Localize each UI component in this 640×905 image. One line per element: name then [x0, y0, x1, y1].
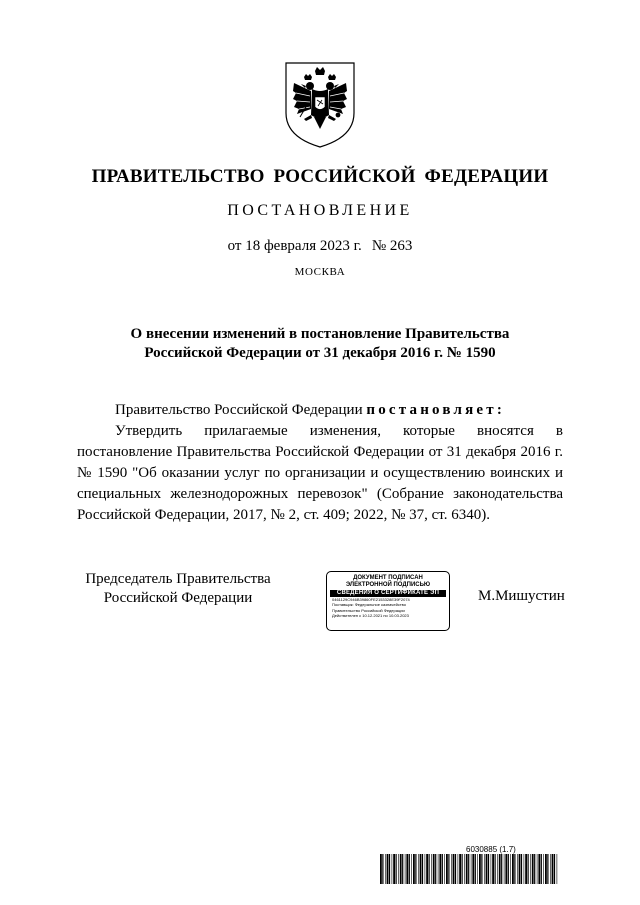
stamp-line-1: ДОКУМЕНТ ПОДПИСАН [353, 575, 423, 581]
barcode-number: 6030885 (1.7) [466, 845, 516, 854]
stamp-certificate-bar: СВЕДЕНИЯ О СЕРТИФИКАТЕ ЭП [330, 590, 446, 597]
position-line-2: Российской Федерации [103, 590, 253, 606]
barcode-icon [380, 854, 560, 884]
decree-intro [77, 400, 563, 421]
stamp-owner: Правительство Российской Федерации [332, 607, 405, 613]
signer-name: М.Мишустин [478, 588, 565, 604]
date-line [0, 238, 640, 255]
decree-intro-text: Правительство Российской Федерации [115, 402, 367, 418]
subject-line-2: Российской Федерации от 31 декабря 2016 г. № 1590 [144, 345, 496, 361]
document-body [77, 400, 563, 526]
subject-line-1: О внесении изменений в постановление Правительства [130, 326, 510, 342]
document-subject [100, 325, 540, 363]
city: МОСКВА [294, 266, 346, 278]
stamp-issuer: Поставщик: Федеральное казначейство [332, 602, 406, 608]
document-number: № 263 [371, 238, 413, 254]
stamp-validity: Действителен с 10.12.2021 по 10.03.2023 [332, 613, 409, 619]
position-line-1: Председатель Правительства [85, 571, 271, 587]
electronic-signature-stamp [326, 571, 450, 631]
signatory-position [78, 570, 278, 608]
document-type: ПОСТАНОВЛЕНИЕ [227, 202, 413, 219]
coat-of-arms-icon [282, 57, 358, 149]
document-date: от 18 февраля 2023 г. [227, 238, 362, 254]
stamp-serial: 0461129C946B39860FE2153328E39F2074 [332, 597, 410, 602]
decree-paragraph: Утвердить прилагаемые изменения, которые вносятся в постановление Правительства Российской Федерации от 31 декабря 2016 г. № 1590 "Об оказании услуг по организации и осуществлению воинских и специальных железнодорожных перевозок" (Собрание законодательства Российской Федерации, 2017, № 2, ст. 409; 2022, № 37, ст. 6340). [77, 423, 563, 523]
government-title: ПРАВИТЕЛЬСТВО РОССИЙСКОЙ ФЕДЕРАЦИИ [91, 166, 549, 187]
stamp-line-2: ЭЛЕКТРОННОЙ ПОДПИСЬЮ [345, 582, 431, 588]
decree-verb: постановляет: [366, 402, 506, 418]
